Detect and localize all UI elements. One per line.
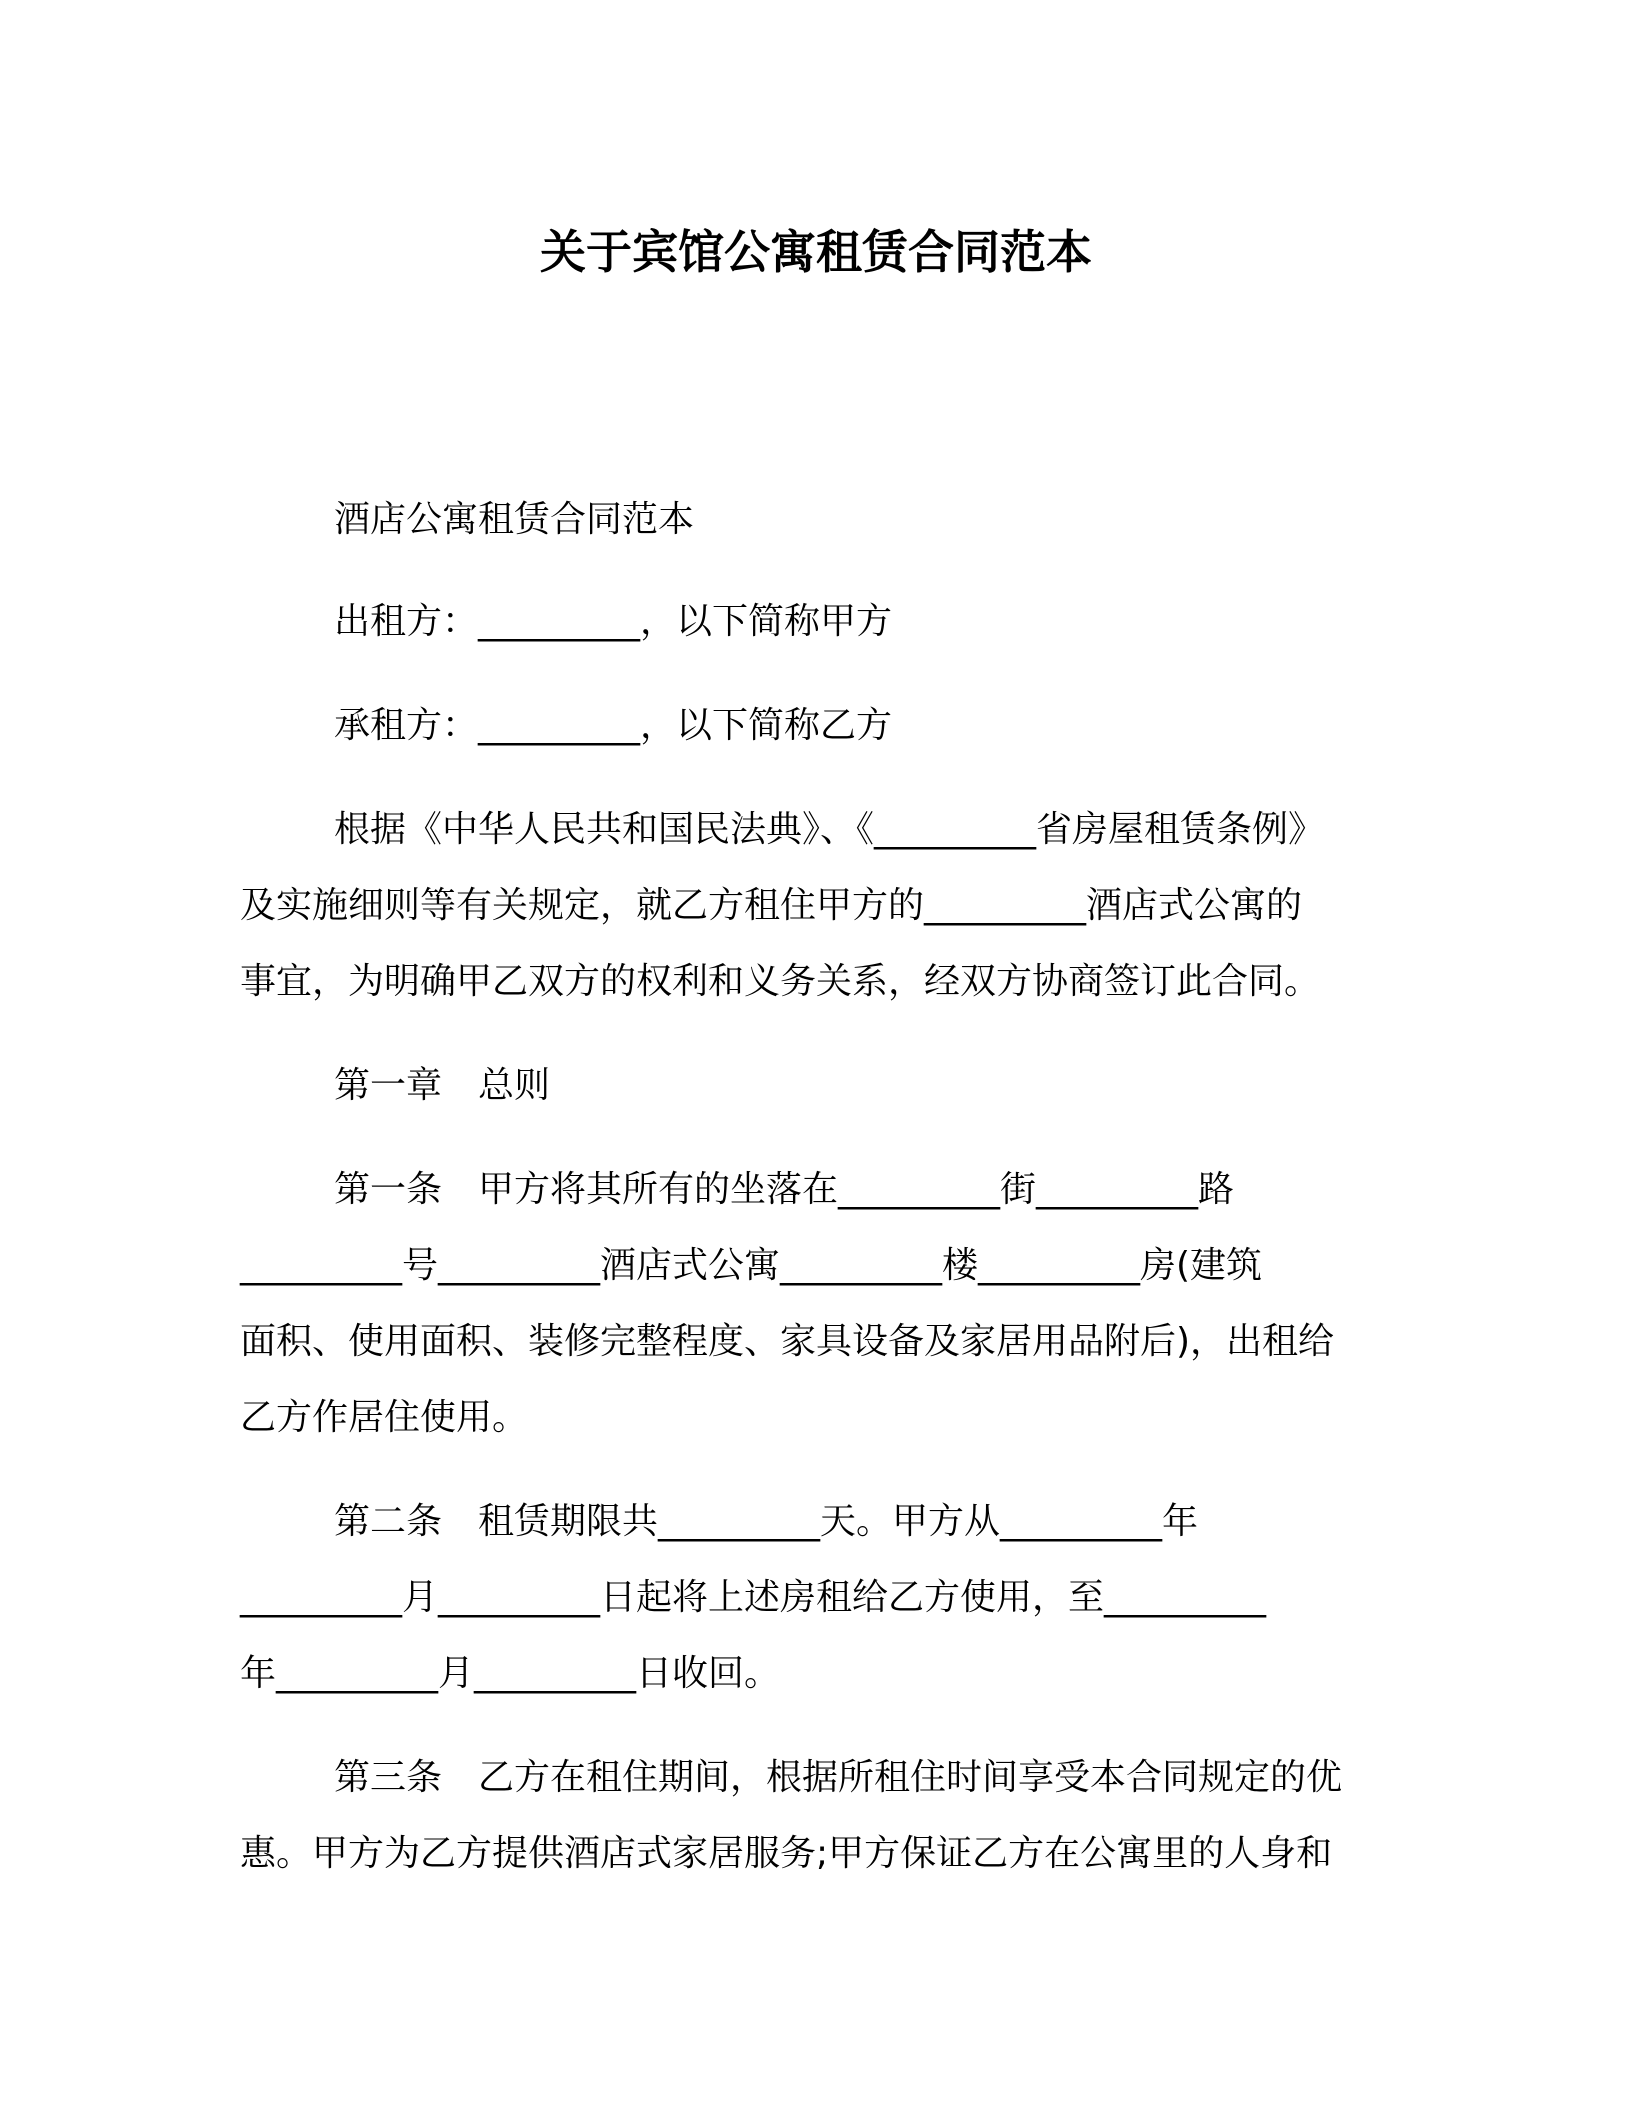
preamble-line-3: 事宜，为明确甲乙双方的权利和义务关系，经双方协商签订此合同。: [240, 961, 1321, 1002]
article-3-line-2: 惠。甲方为乙方提供酒店式家居服务;甲方保证乙方在公寓里的人身和: [240, 1833, 1333, 1874]
article-2-line-3: 年_________月_________日收回。: [240, 1653, 781, 1694]
lessor-line: 出租方：_________，以下简称甲方: [334, 601, 893, 642]
preamble-line-1: 根据《中华人民共和国民法典》、《_________省房屋租赁条例》: [334, 809, 1325, 850]
article-1-line-2: _________号_________酒店式公寓_________楼_________房(建筑: [240, 1245, 1263, 1286]
subtitle-line: 酒店公寓租赁合同范本: [334, 499, 695, 540]
preamble-line-2: 及实施细则等有关规定，就乙方租住甲方的_________酒店式公寓的: [240, 885, 1303, 926]
article-2-line-1: 第二条 租赁期限共_________天。甲方从_________年: [334, 1501, 1199, 1542]
article-2-line-2: _________月_________日起将上述房租给乙方使用，至_________: [240, 1577, 1267, 1618]
article-3-line-1: 第三条 乙方在租住期间，根据所租住时间享受本合同规定的优: [334, 1757, 1343, 1798]
document-title: 关于宾馆公寓租赁合同范本: [540, 225, 1092, 279]
article-1-line-3: 面积、使用面积、装修完整程度、家具设备及家居用品附后)，出租给: [240, 1321, 1335, 1362]
chapter-heading: 第一章 总则: [334, 1065, 551, 1106]
article-1-line-4: 乙方作居住使用。: [240, 1397, 529, 1438]
article-1-line-1: 第一条 甲方将其所有的坐落在_________街_________路: [334, 1169, 1235, 1210]
lessee-line: 承租方：_________，以下简称乙方: [334, 705, 893, 746]
